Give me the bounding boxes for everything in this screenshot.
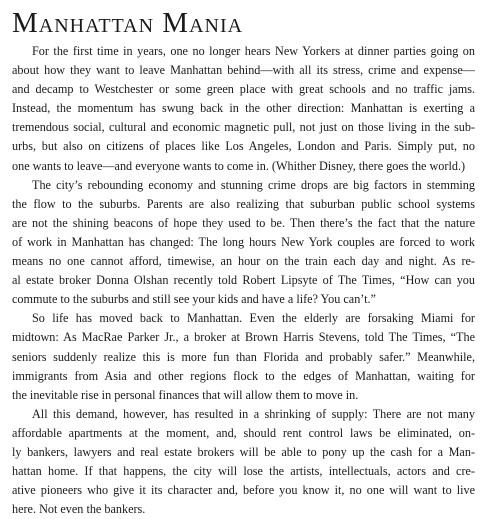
text-line: So life has moved back to Manhattan. Even the elderly are forsaking Miami for xyxy=(32,311,475,326)
text-line: urbs, but also on citizens of places like Los Angeles, London and Paris. Simply put, no xyxy=(12,139,475,154)
text-line: seniors suddenly realize this is more fun than Florida and probably safer.” Meanwhile, xyxy=(12,349,475,364)
text-line: hattan home. If that happens, the city will lose the artists, intellectuals, actors and cre- xyxy=(12,464,475,479)
text-line: ly bankers, lawyers and real estate brokers will be able to pony up the cash for a Man- xyxy=(12,444,475,459)
article-title: Manhattan Mania xyxy=(12,7,244,39)
text-line: All this demand, however, has resulted in a shrinking of supply: There are not many xyxy=(32,406,475,421)
text-line: commute to the suburbs and still see your kids and have a life? You can’t.” xyxy=(12,292,376,307)
paragraph-3 xyxy=(12,309,475,404)
text-line: the inevitable rise in personal finances that will allow them to move in. xyxy=(12,387,359,402)
text-line: immigrants from Asia and other regions flock to the edges of Manhattan, waiting for xyxy=(12,368,475,383)
text-line: midtown: As MacRae Parker Jr., a broker at Brown Harris Stevens, told The Times, “The xyxy=(12,330,475,345)
text-line: tremendous social, cultural and economic magnetic pull, not just on those living in the sub- xyxy=(12,120,475,135)
text-line: here. Not even the bankers. xyxy=(12,502,146,517)
paragraph-1 xyxy=(12,42,475,176)
text-line: For the first time in years, one no longer hears New Yorkers at dinner parties going on xyxy=(32,44,475,58)
text-line: ative pioneers who give it its character and, before you know it, no one will want to live xyxy=(12,483,475,498)
text-line: Instead, the momentum has swung back in the other direction: Manhattan is exerting a xyxy=(12,101,475,116)
text-line: about how they want to leave Manhattan behind—with all its stress, crime and expense— xyxy=(12,63,475,78)
text-line: The city’s rebounding economy and stunning crime drops are big factors in stemming xyxy=(32,177,475,192)
text-line: means no one cannot afford, timewise, an hour on the train each day and night. As re- xyxy=(12,254,475,269)
text-line: al estate broker Donna Olshan recently told Robert Lipsyte of The Times, “How can you xyxy=(12,273,475,288)
text-line: and decamp to Westchester or some green place with great schools and no traffic jams. xyxy=(12,82,475,97)
text-line: are not the shining beacons of hope they used to be. Then there’s the fact that the nature xyxy=(12,215,475,230)
text-line: of work in Manhattan has changed: The long hours New York couples are forced to work xyxy=(12,234,475,249)
paragraph-4 xyxy=(12,405,475,519)
article-body xyxy=(12,42,475,519)
paragraph-2 xyxy=(12,176,475,310)
text-line: affordable apartments at the moment, and, should rent control laws be eliminated, on- xyxy=(12,425,475,440)
text-line: one wants to leave—and everyone wants to come in. (Whither Disney, there goes the world.) xyxy=(12,158,466,173)
text-line: the flow to the suburbs. Parents are also realizing that suburban public school systems xyxy=(12,196,475,211)
